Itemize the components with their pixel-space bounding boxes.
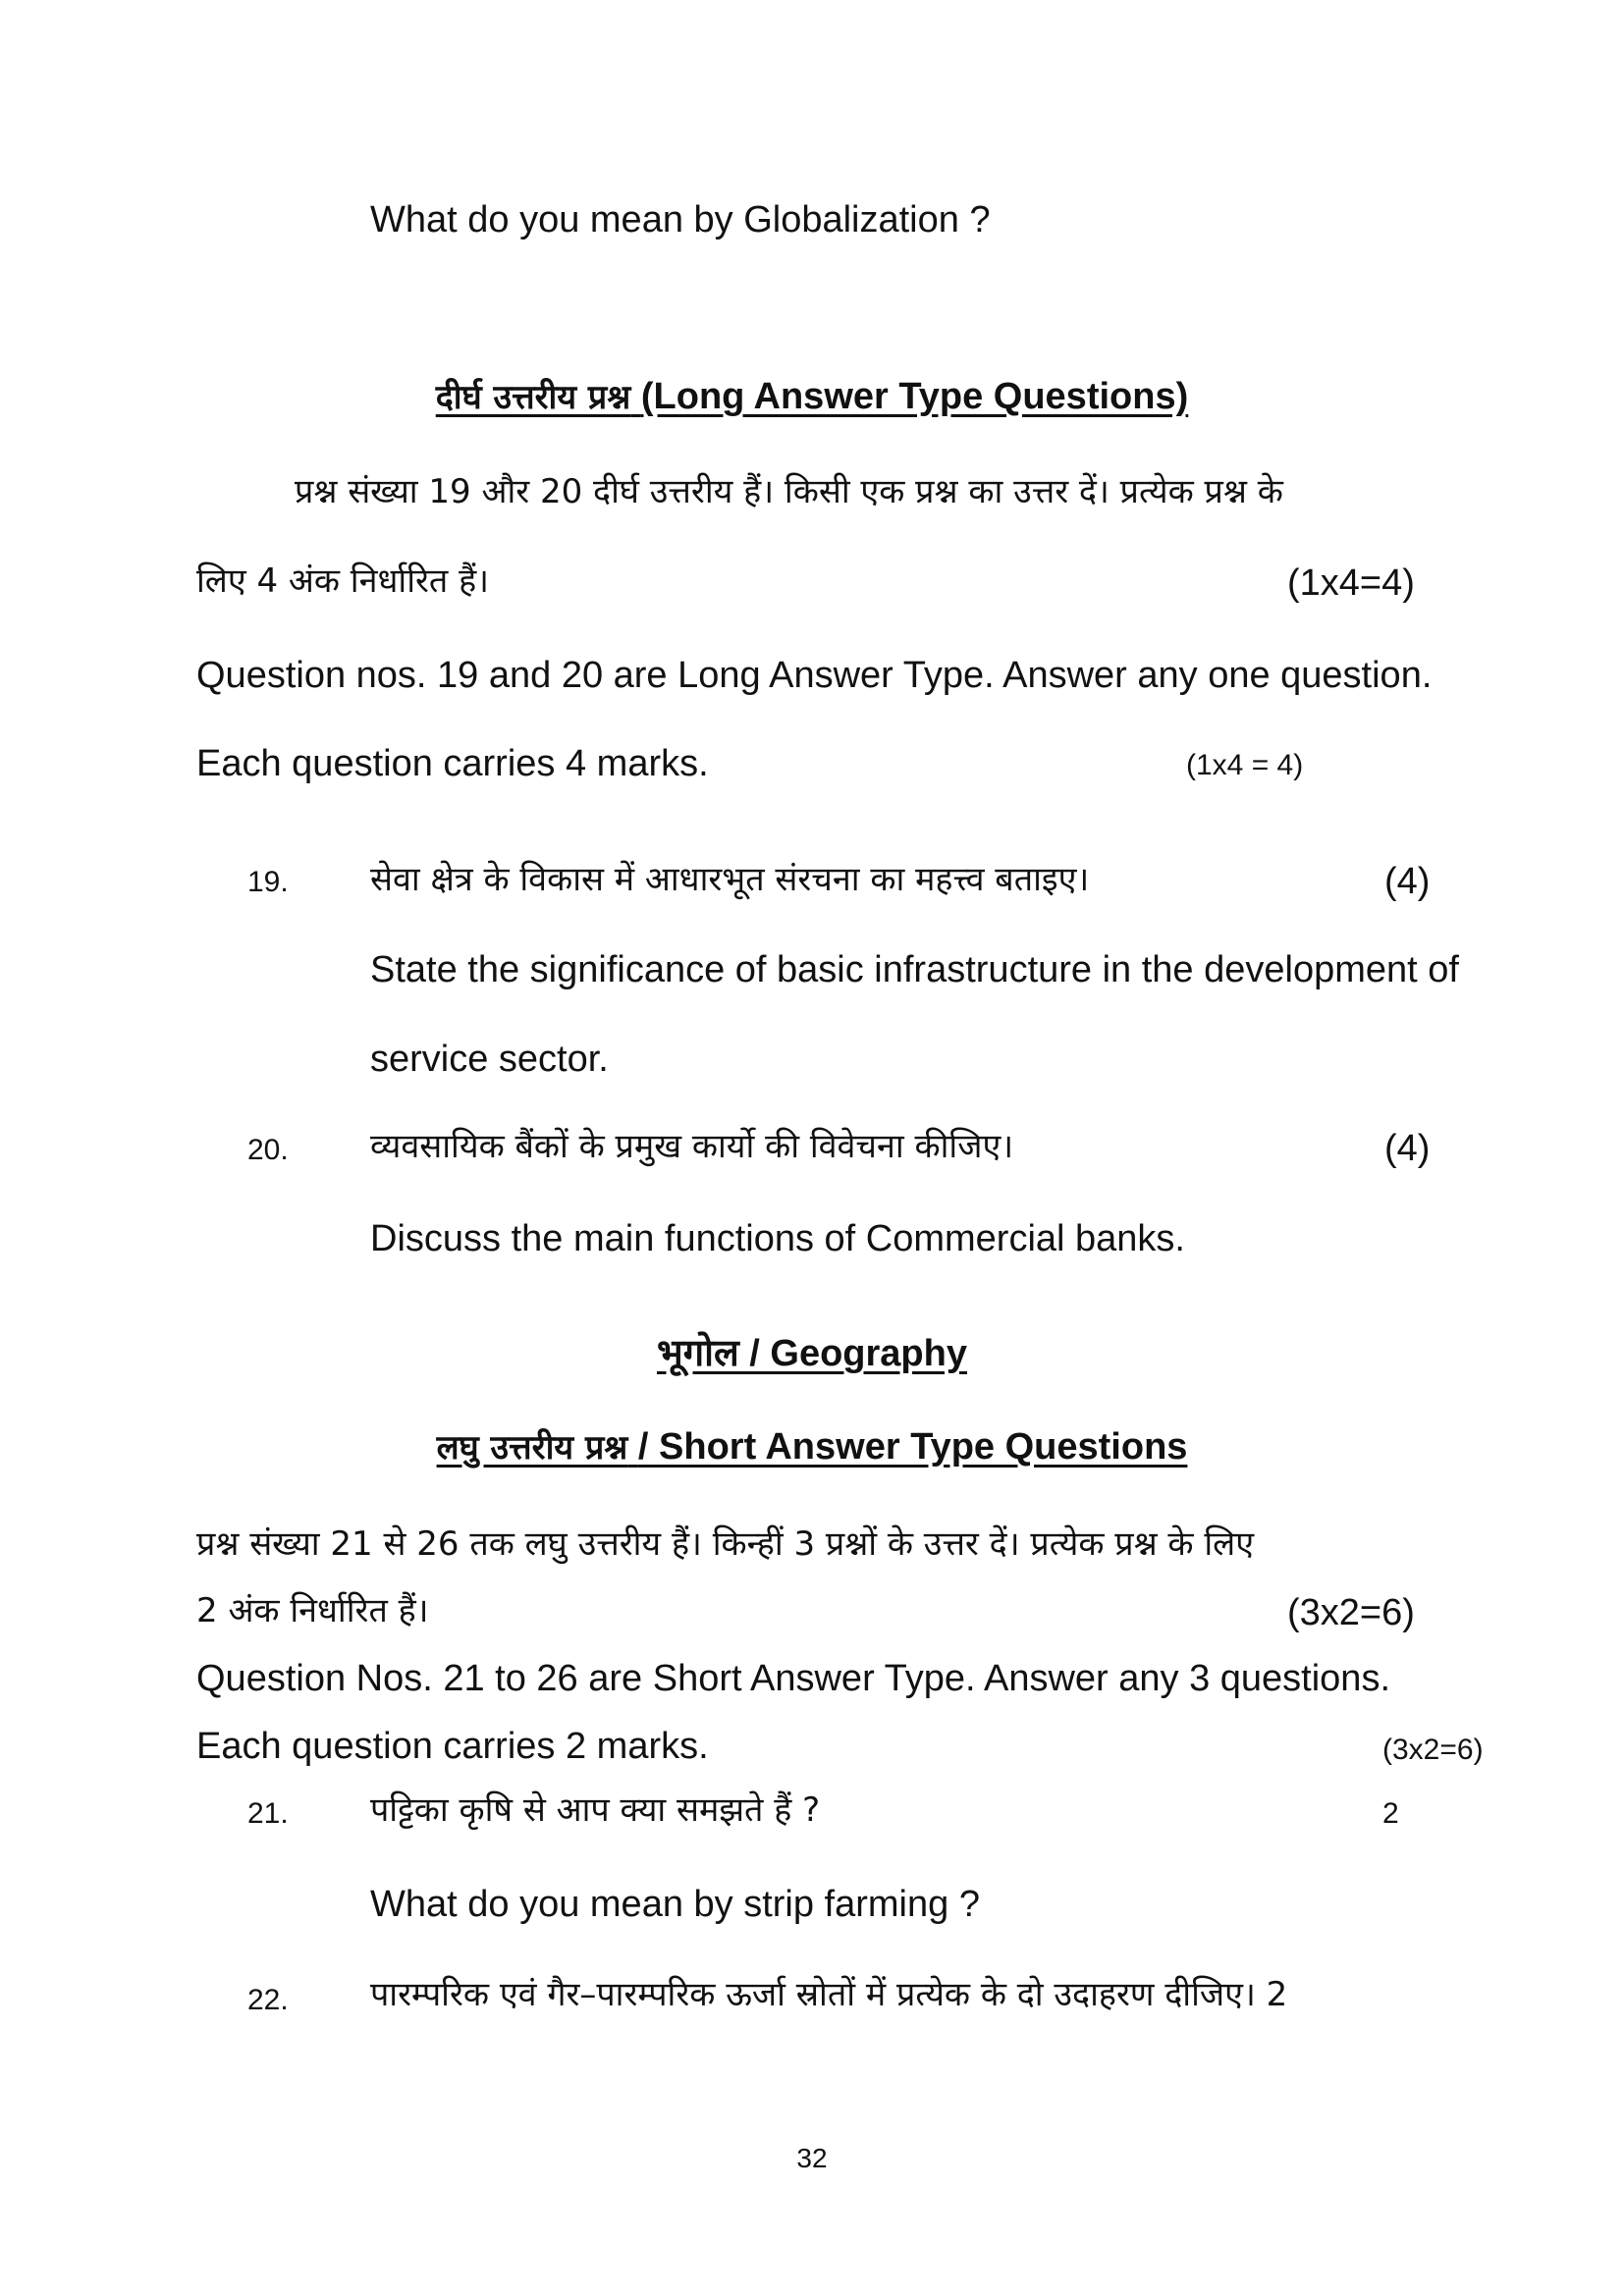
q21-english: What do you mean by strip farming ?	[370, 1884, 980, 1925]
q22-number: 22.	[247, 1984, 289, 2016]
long-answer-heading	[0, 375, 1624, 420]
q19-marks: (4)	[1384, 861, 1431, 902]
short-instructions-english-line1: Question Nos. 21 to 26 are Short Answer Type. Answer any 3 questions.	[196, 1658, 1390, 1699]
long-marks-hindi: (1x4=4)	[1287, 562, 1415, 604]
long-instr-hindi-text: प्रश्न संख्या 19 और 20 दीर्घ उत्तरीय हैं। किसी एक प्रश्न का उत्तर दें। प्रत्येक प्रश्न के	[295, 472, 1283, 511]
q20-marks: (4)	[1384, 1128, 1431, 1169]
short-answer-heading-hindi: लघु उत्तरीय प्रश्न	[436, 1428, 628, 1468]
long-answer-heading-hindi: दीर्घ उत्तरीय प्रश्न	[435, 378, 631, 417]
q20-number: 20.	[247, 1134, 289, 1166]
q19-english-line1: State the significance of basic infrastructure in the development of	[370, 949, 1459, 990]
q21-marks: 2	[1382, 1797, 1399, 1830]
short-instructions-english-line2: Each question carries 2 marks.	[196, 1726, 709, 1767]
q20-english: Discuss the main functions of Commercial banks.	[370, 1218, 1185, 1259]
q21-hindi: पट्टिका कृषि से आप क्या समझते हैं ?	[370, 1790, 821, 1830]
long-answer-heading-english: (Long Answer Type Questions)	[640, 376, 1189, 417]
short-instructions-hindi-line1	[196, 1520, 1494, 1565]
short-answer-heading-english: / Short Answer Type Questions	[637, 1426, 1188, 1468]
q22-hindi: पारम्परिक एवं गैर–पारम्परिक ऊर्जा स्रोतों में प्रत्येक के दो उदाहरण दीजिए। 2	[370, 1975, 1288, 2014]
q21-number: 21.	[247, 1797, 289, 1830]
short-instructions-hindi-line2: 2 अंक निर्धारित हैं।	[196, 1591, 429, 1630]
q19-number: 19.	[247, 866, 289, 898]
short-answer-heading	[0, 1425, 1624, 1470]
short-marks-english: (3x2=6)	[1382, 1734, 1484, 1766]
long-instructions-english-line1: Question nos. 19 and 20 are Long Answer Type. Answer any one question.	[196, 655, 1433, 696]
q19-english-line2: service sector.	[370, 1039, 609, 1080]
q19-hindi: सेवा क्षेत्र के विकास में आधारभूत संरचना का महत्त्व बताइए।	[370, 860, 1090, 899]
q20-hindi: व्यवसायिक बैंकों के प्रमुख कार्यो की विवेचना कीजिए।	[370, 1127, 1014, 1166]
geography-heading: भूगोल / Geography	[657, 1333, 967, 1374]
long-instructions-hindi-line2: लिए 4 अंक निर्धारित हैं।	[196, 561, 490, 601]
long-instructions-english-line2: Each question carries 4 marks.	[196, 743, 709, 784]
long-marks-english: (1x4 = 4)	[1186, 749, 1304, 781]
short-marks-hindi: (3x2=6)	[1287, 1592, 1415, 1633]
long-instructions-hindi-line1	[295, 467, 1494, 512]
page-number: 32	[796, 2143, 828, 2173]
short-instr-hindi-text: प्रश्न संख्या 21 से 26 तक लघु उत्तरीय हैं। किन्हीं 3 प्रश्नों के उत्तर दें। प्रत्येक प्रश्न के लिए	[196, 1524, 1255, 1564]
top-question: What do you mean by Globalization ?	[370, 199, 991, 240]
